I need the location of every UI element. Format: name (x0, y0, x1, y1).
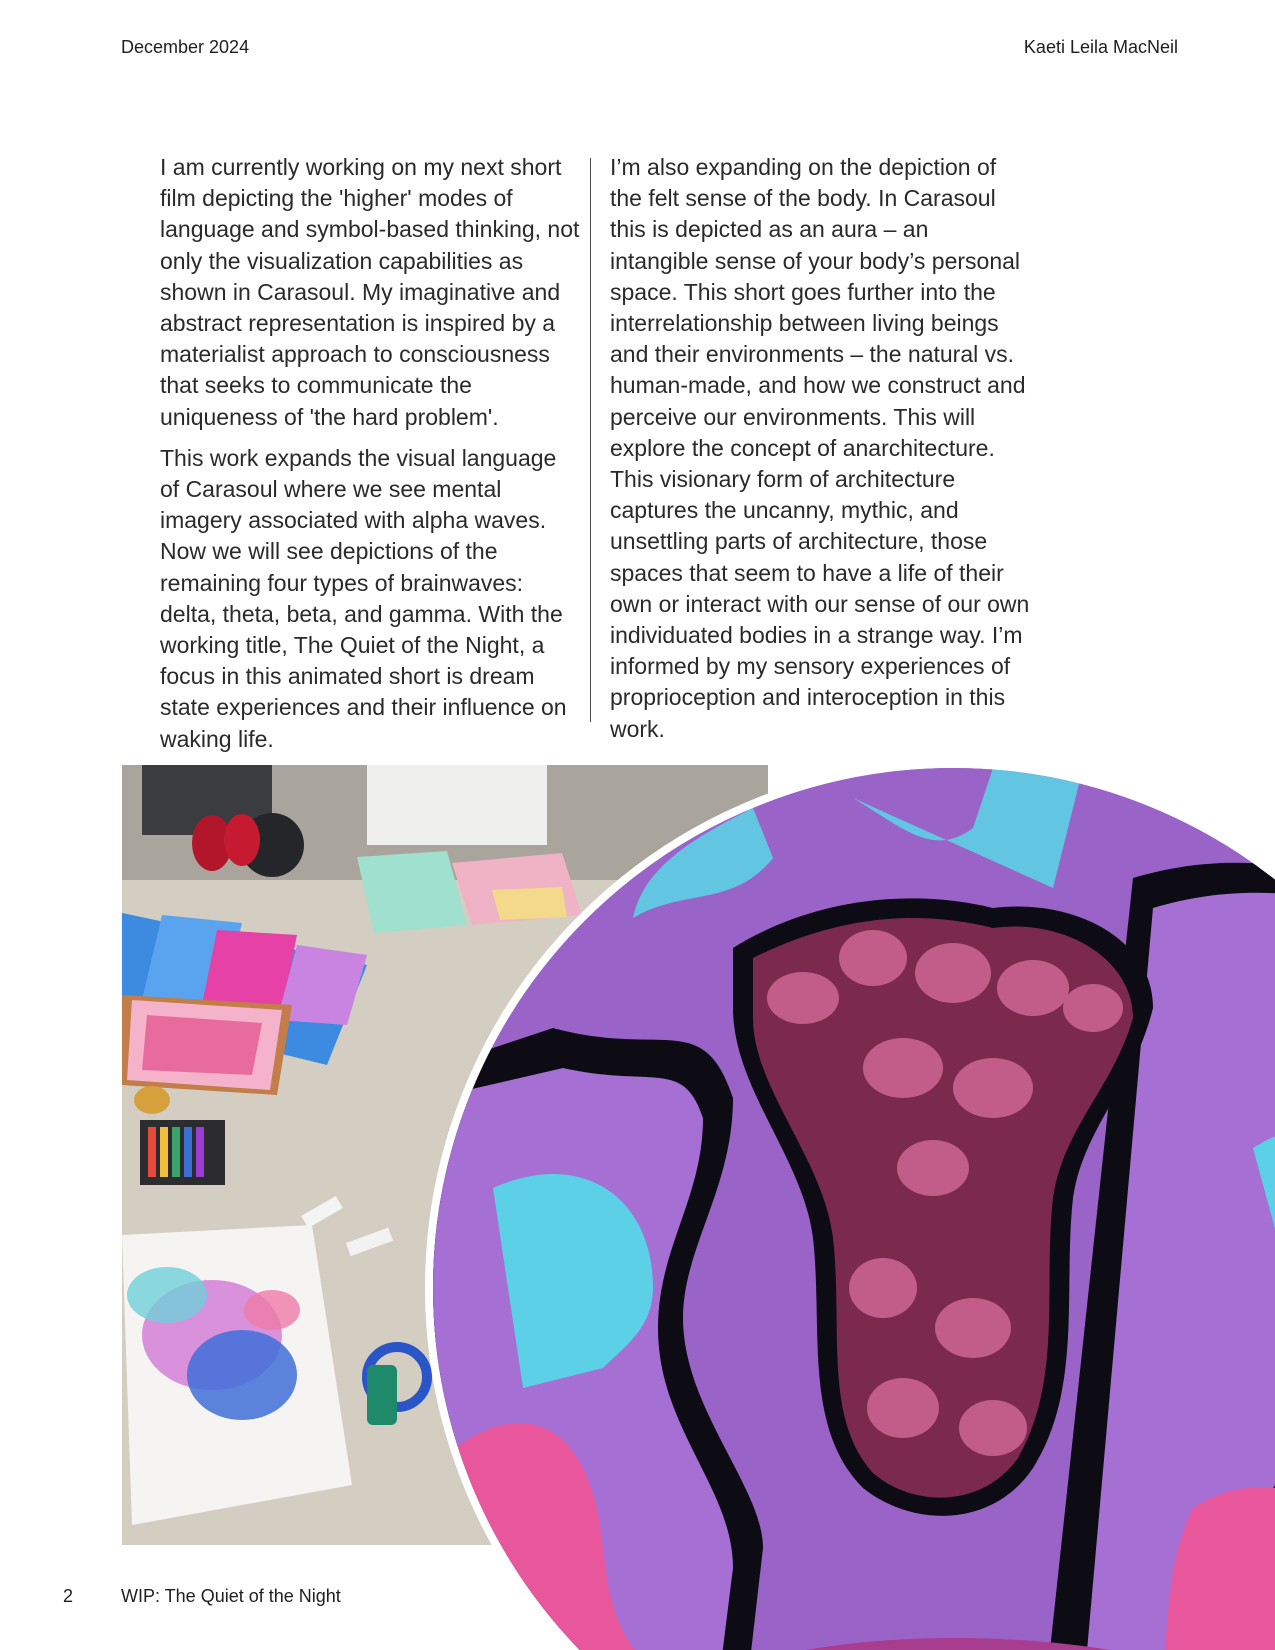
right-paragraph-1: I’m also expanding on the depiction of the felt sense of the body. In Carasoul this is depicted as an aura – an intangible sense of your body’s personal space. This short goes further into the interrelationship between living beings and their environments – the natural vs. human-made, and how we construct and perceive our environments. This will explore the concept of anarchitecture. This visionary form of architecture captures the uncanny, mythic, and unsettling parts of architecture, those spaces that seem to have a life of their own or interact with our sense of our own individuated bodies in a strange way. I’m informed by my sensory experiences of proprioception and interoception in this work. (610, 154, 1030, 742)
column-divider (590, 158, 591, 722)
header-author: Kaeti Leila MacNeil (1023, 37, 1178, 57)
left-paragraph-1: I am currently working on my next short film depicting the 'higher' modes of language and symbol-based thinking, not only the visualization capabilities as shown in Carasoul. My imaginative and abstract representation is inspired by a materialist approach to consciousness that seeks to communicate the uniqueness of 'the hard problem'. (160, 154, 580, 430)
left-paragraph-2: This work expands the visual language of Carasoul where we see mental imagery associated with alpha waves. Now we will see depictions of the remaining four types of brainwaves: delta, theta, beta, and gamma. With the working title, The Quiet of the Night, a focus in this animated short is dream state experiences and their influence on waking life. (160, 444, 567, 752)
page-number: 2 (63, 1586, 74, 1606)
right-column (610, 152, 1030, 755)
footer-title: WIP: The Quiet of the Night (121, 1586, 341, 1606)
left-column (160, 152, 580, 765)
header-date: December 2024 (121, 37, 250, 57)
